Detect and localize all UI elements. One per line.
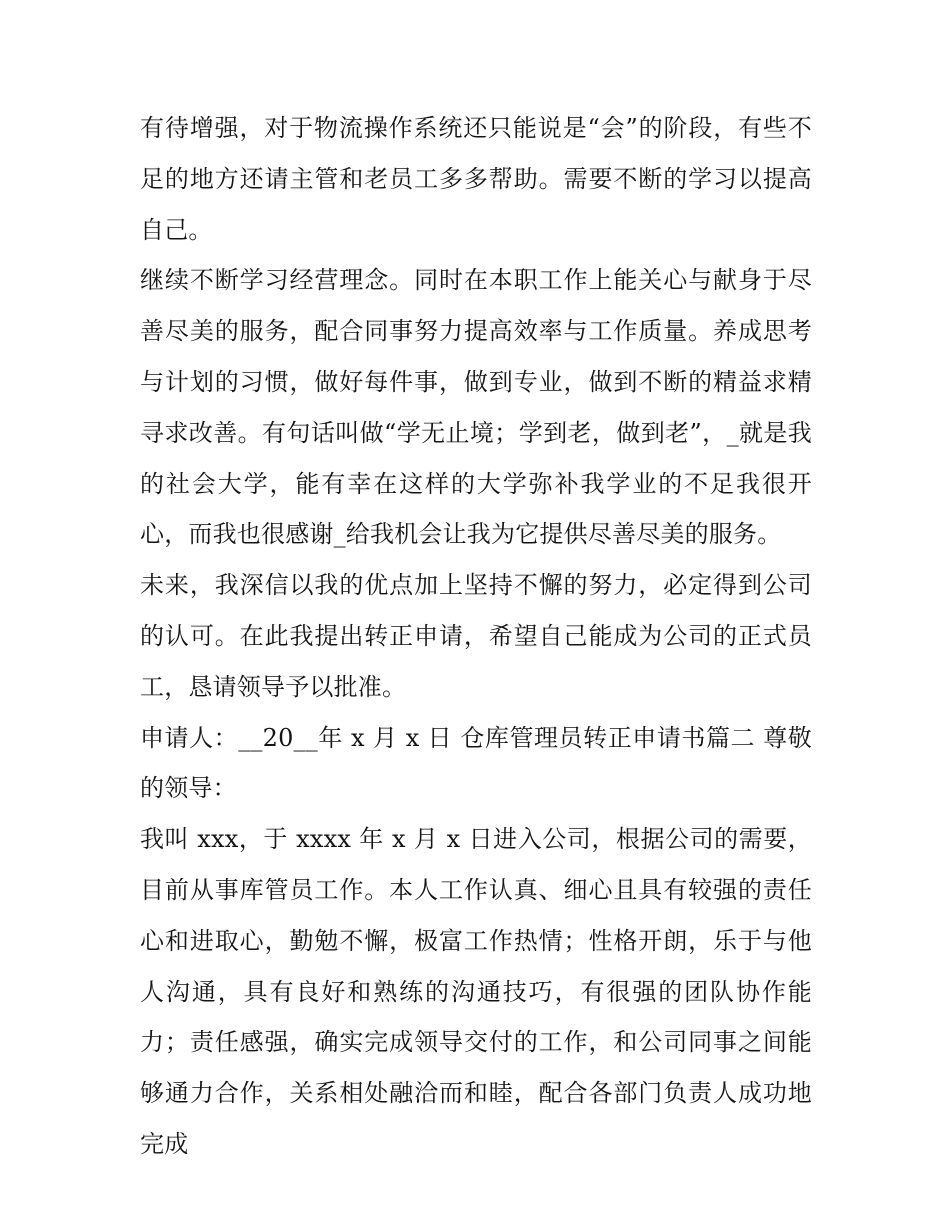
paragraph-self-introduction: 我叫 xxx，于 xxxx 年 x 月 x 日进入公司，根据公司的需要，目前从事库管员工作。本人工作认真、细心且具有较强的责任心和进取心，勤勉不懈，极富工作热情；性格开朗，乐于与他人沟通，具有良好和熟练的沟通技巧，有很强的团队协作能力；责任感强，确实完成领导交付的工作，和公司同事之间能够通力合作，关系相处融洽而和睦，配合各部门负责人成功地完成 — [140, 825, 812, 1158]
paragraph-applicant-salutation: 申请人：__20__年 x 月 x 日 仓库管理员转正申请书篇二 尊敬的领导： — [140, 723, 812, 803]
paragraph-future-request: 未来，我深信以我的优点加上坚持不懈的努力，必定得到公司的认可。在此我提出转正申请，希望自己能成为公司的正式员工，恳请领导予以批准。 — [140, 571, 812, 701]
paragraph-continuous-learning: 继续不断学习经营理念。同时在本职工作上能关心与献身于尽善尽美的服务，配合同事努力提高效率与工作质量。养成思考与计划的习惯，做好每件事，做到专业，做到不断的精益求精寻求改善。有句话叫做“学无止境；学到老，做到老”，_就是我的社会大学，能有幸在这样的大学弥补我学业的不足我很开心，而我也很感谢_给我机会让我为它提供尽善尽美的服务。 — [140, 266, 812, 549]
document-body — [140, 103, 812, 1170]
paragraph-learning-needs: 有待增强，对于物流操作系统还只能说是“会”的阶段，有些不足的地方还请主管和老员工多多帮助。需要不断的学习以提高自己。 — [140, 114, 812, 244]
